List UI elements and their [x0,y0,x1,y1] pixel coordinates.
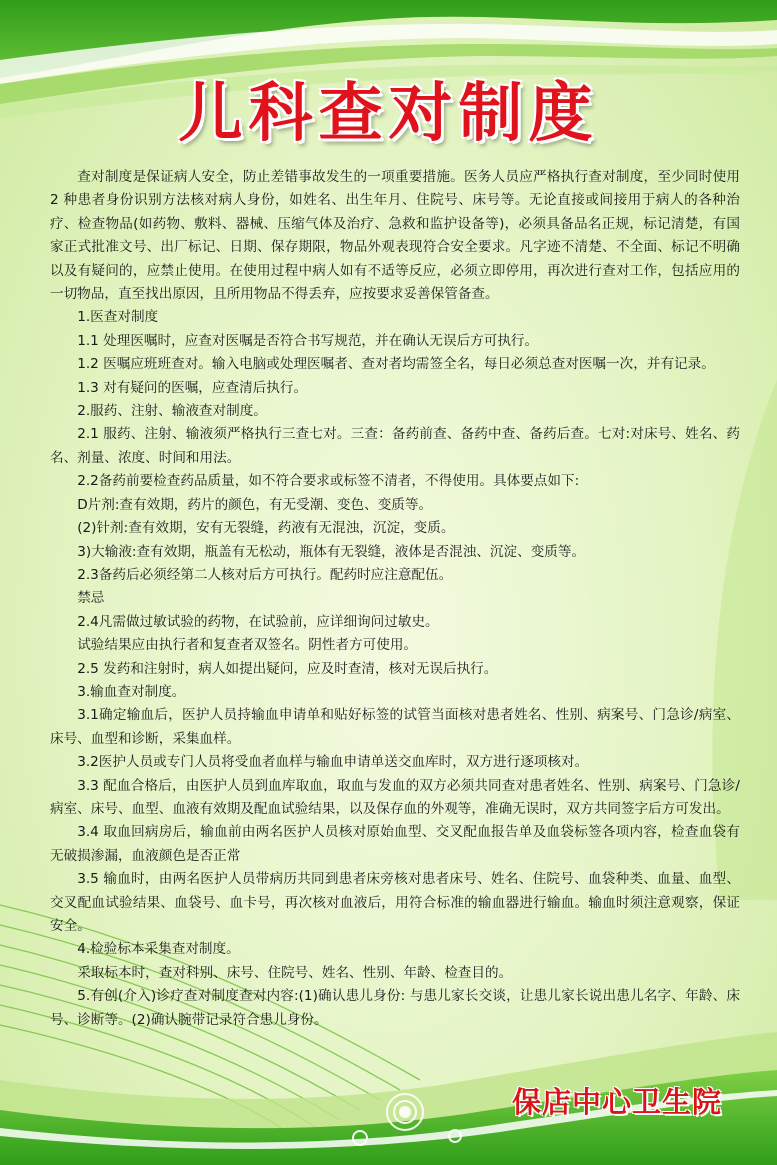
paragraph: D片剂:查有效期，药片的颜色，有无受潮、变色、变质等。 [77,496,433,513]
paragraph: 2.1 服药、注射、输液须严格执行三查七对。三查：备药前查、备药中查、备药后查。七对:对床号、姓名、药名、剂量、浓度、时间和用法。 [50,426,740,466]
section-heading: 1.医查对制度 [77,309,159,326]
paragraph: (2)针剂:查有效期，安有无裂缝，药液有无混浊，沉淀，变质。 [77,520,455,537]
section-heading: 2.服药、注射、输液查对制度。 [77,403,267,420]
paragraph: 3.5 输血时，由两名医护人员带病历共同到患者床旁核对患者床号、姓名、住院号、血袋种类、血量、血型、交叉配血试验结果、血袋号、血卡号，再次核对血液后，用符合标准的输血器进行输血。输血时须注意观察，保证安全。 [50,871,740,934]
paragraph: 3.3 配血合格后，由医护人员到血库取血，取血与发血的双方必须共同查对患者姓名、性别、病案号、门急诊/病室、床号、血型、血液有效期及配血试验结果，以及保存血的外观等，准确无误时，双方共同签字后方可发出。 [50,777,740,817]
page-title: 儿科查对制度 [178,77,599,151]
paragraph: 试验结果应由执行者和复查者双签名。阴性者方可使用。 [77,637,418,654]
policy-text [50,166,740,1032]
paragraph: 1.3 对有疑问的医嘱，应查清后执行。 [77,379,308,396]
paragraph: 3.2医护人员或专门人员将受血者血样与输血申请单送交血库时，双方进行逐项核对。 [77,754,589,771]
paragraph: 2.2备药前要检查药品质量，如不符合要求或标签不清者，不得使用。具体要点如下: [77,473,580,490]
intro-paragraph: 查对制度是保证病人安全，防止差错事故发生的一项重要措施。医务人员应严格执行查对制度，至少同时使用 2 种患者身份识别方法核对病人身份，如姓名、出生年月、住院号、床号等。无论直接或间接用于病人的各种治疗、检查物品(如药物、敷料、器械、压缩气体及治疗、急救和监护设备等)，必须具备品名正规，标记清楚，有国家正式批准文号、出厂标记、日期、保存期限，物品外观表现符合安全要求。凡字迹不清楚、不全面、标记不明确以及有疑问的，应禁止使用。在使用过程中病人如有不适等反应，必须立即停用，再次进行查对工作，包括应用的一切物品，直至找出原因，且所用物品不得丢弃，应按要求妥善保管备查。 [50,169,740,303]
section-heading: 3.输血查对制度。 [77,683,186,700]
paragraph: 3.1确定输血后，医护人员持输血申请单和贴好标签的试管当面核对患者姓名、性别、病案号、门急诊/病室、床号、血型和诊断，采集血样。 [50,707,740,747]
paragraph: 采取标本时，查对科别、床号、住院号、姓名、性别、年龄、检查目的。 [77,964,513,981]
paragraph: 禁忌 [77,590,105,607]
paragraph: 1.2 医嘱应班班查对。输入电脑或处理医嘱者、查对者均需签全名，每日必须总查对医嘱一次，并有记录。 [77,356,715,373]
paragraph: 2.4凡需做过敏试验的药物，在试验前，应详细询问过敏史。 [77,613,439,630]
paragraph: 2.5 发药和注射时，病人如提出疑问，应及时查清，核对无误后执行。 [77,660,498,677]
paragraph: 5.有创(介入)诊疗查对制度查对内容:(1)确认患儿身份: 与患儿家长交谈，让患儿家长说出患儿名字、年龄、床号、诊断等。(2)确认腕带记录符合患儿身份。 [50,988,740,1028]
hospital-name: 保店中心卫生院 [511,1085,722,1119]
paragraph: 3.4 取血回病房后，输血前由两名医护人员核对原始血型、交叉配血报告单及血袋标签各项内容，检查血袋有无破损渗漏，血液颜色是否正常 [50,824,740,864]
paragraph: 2.3备药后必须经第二人核对后方可执行。配药时应注意配伍。 [77,566,453,583]
section-heading: 4.检验标本采集查对制度。 [77,941,240,958]
paragraph: 3)大输液:查有效期，瓶盖有无松动，瓶体有无裂缝，液体是否混浊、沉淀、变质等。 [77,543,586,560]
paragraph: 1.1 处理医嘱时，应查对医嘱是否符合书写规范，并在确认无误后方可执行。 [77,332,539,349]
